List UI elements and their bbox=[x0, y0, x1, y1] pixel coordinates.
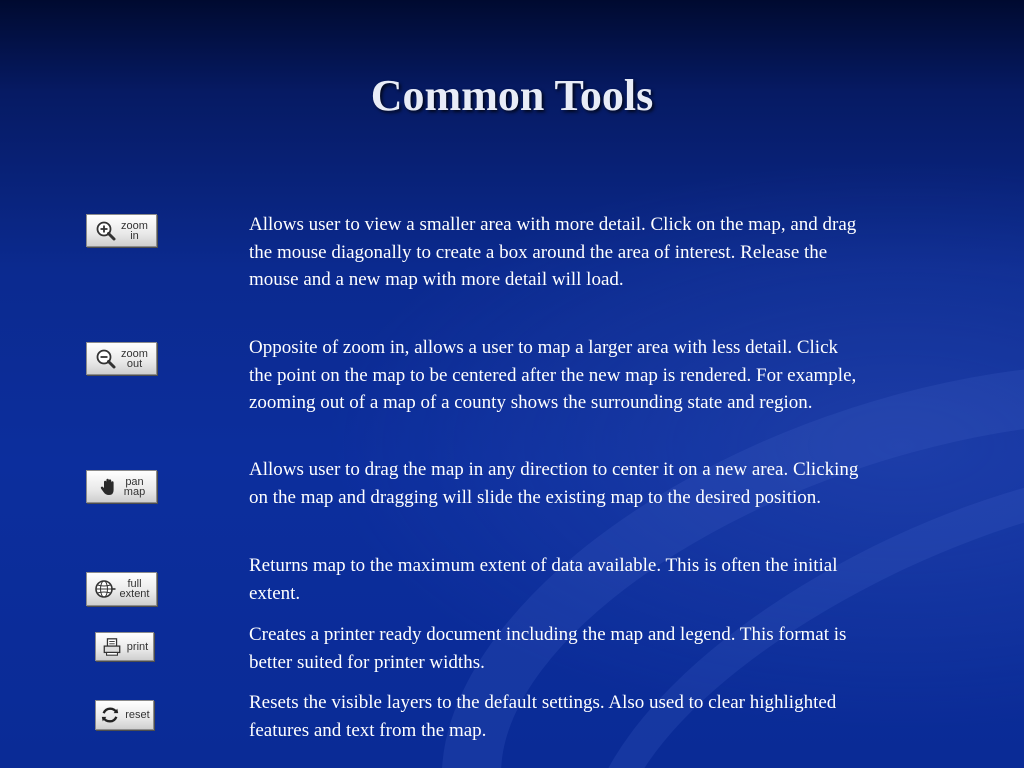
zoom-out-icon bbox=[95, 348, 117, 370]
print-button[interactable] bbox=[95, 632, 154, 661]
zoom-out-button[interactable] bbox=[86, 342, 157, 375]
print-description: Creates a printer ready document including the map and legend. This format is better suited for printer widths. bbox=[249, 624, 847, 673]
zoom-in-button-label: zoom in bbox=[121, 219, 148, 242]
zoom-out-description: Opposite of zoom in, allows a user to map a larger area with less detail. Click the point on the map to be centered after the new map is rendered. For example, zooming out of a map of a county shows the surrounding state and region. bbox=[249, 337, 857, 413]
globe-icon bbox=[94, 578, 116, 600]
pan-map-button-label: pan map bbox=[123, 475, 146, 498]
reset-arrows-icon bbox=[99, 704, 121, 726]
reset-button[interactable] bbox=[95, 700, 154, 730]
page-title: Common Tools bbox=[370, 71, 654, 120]
full-extent-description: Returns map to the maximum extent of data available. This is often the initial extent. bbox=[249, 555, 838, 604]
full-extent-button-label: full extent bbox=[119, 578, 150, 600]
pan-map-button[interactable] bbox=[86, 470, 157, 503]
reset-description: Resets the visible layers to the default settings. Also used to clear highlighted features and text from the map. bbox=[249, 692, 837, 741]
full-extent-button[interactable] bbox=[86, 572, 157, 606]
hand-icon bbox=[98, 476, 120, 498]
zoom-in-icon bbox=[95, 220, 117, 242]
print-button-label: print bbox=[126, 640, 149, 653]
zoom-in-description: Allows user to view a smaller area with more detail. Click on the map, and drag the mouse diagonally to create a box around the area of interest. Release the mouse and a new map with more detail will load. bbox=[249, 214, 857, 290]
pan-map-description: Allows user to drag the map in any direction to center it on a new area. Clicking on the map and dragging will slide the existing map to the desired position. bbox=[249, 459, 859, 508]
printer-icon bbox=[101, 636, 123, 658]
zoom-out-button-label: zoom out bbox=[121, 347, 148, 370]
zoom-in-button[interactable] bbox=[86, 214, 157, 247]
reset-button-label: reset bbox=[125, 709, 150, 721]
